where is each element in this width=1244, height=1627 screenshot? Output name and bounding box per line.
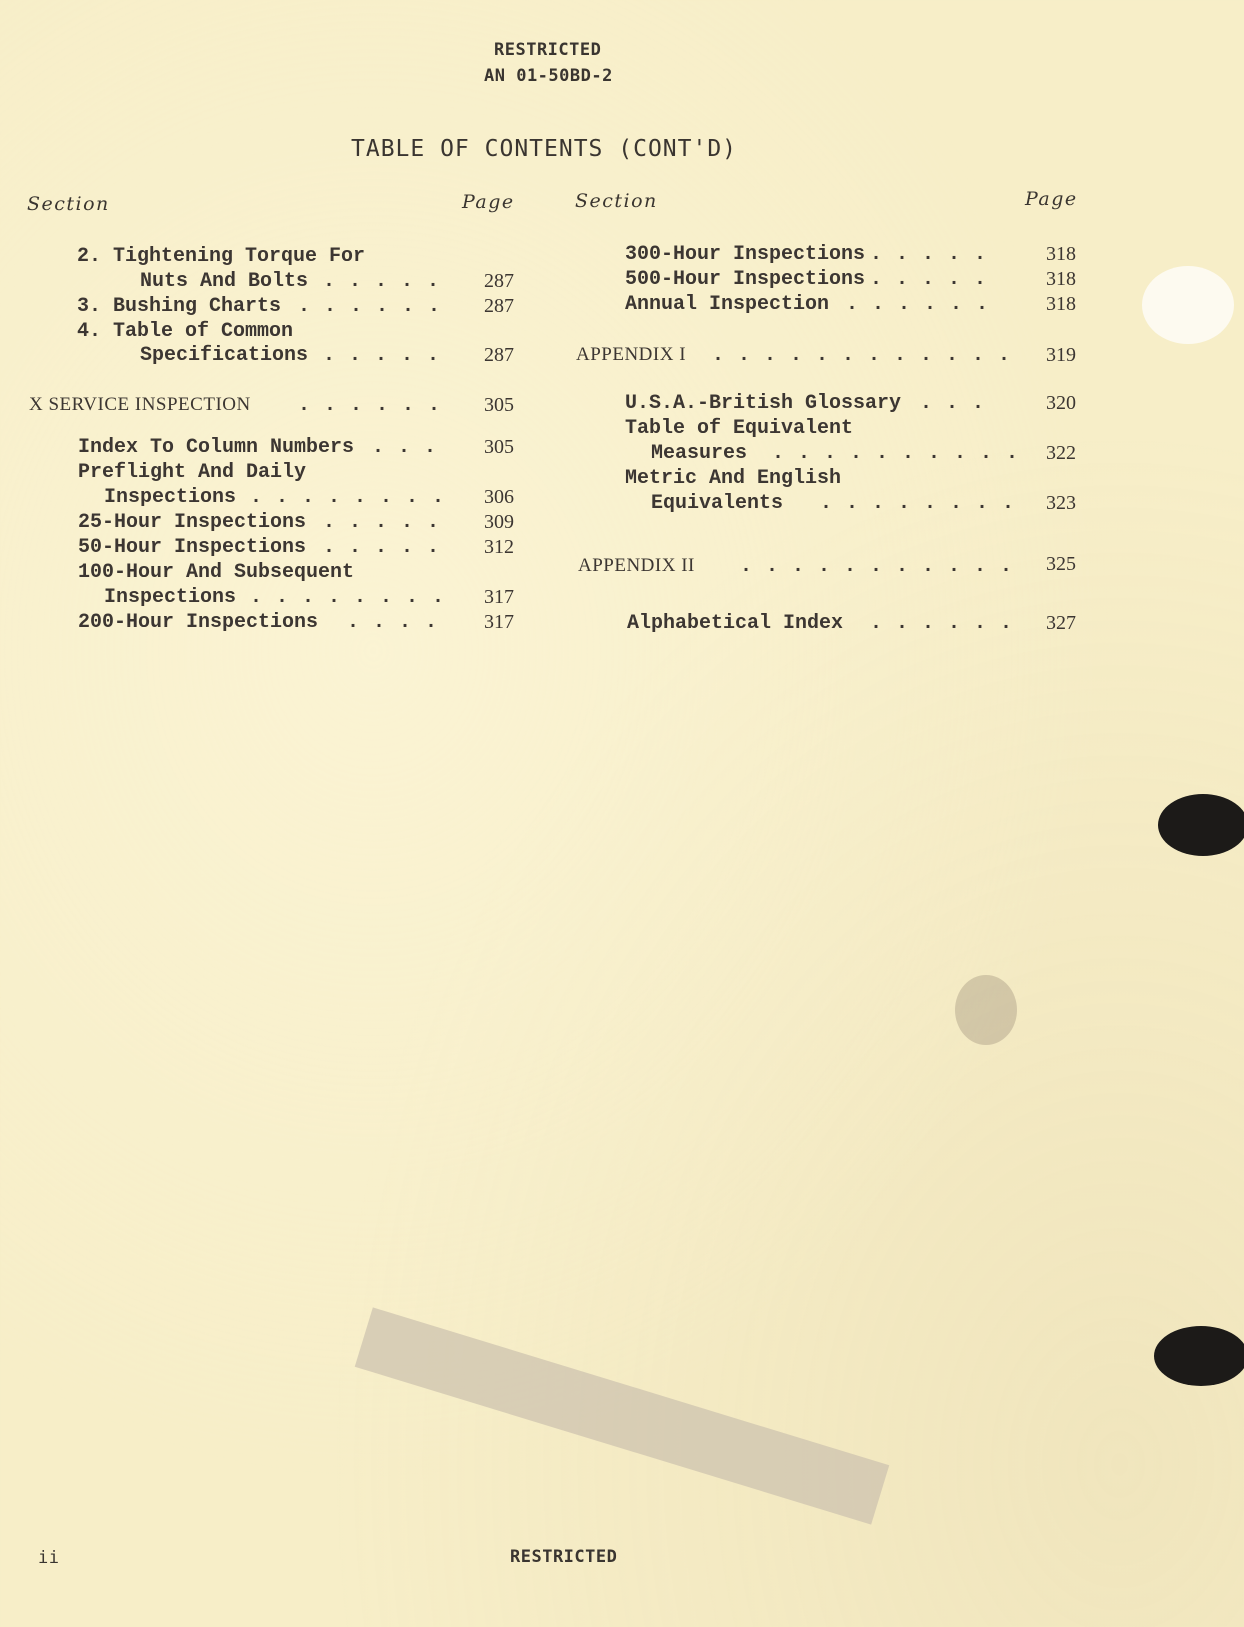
paper-reinforcement-patch (1142, 266, 1234, 344)
toc-entry-title: Index To Column Numbers (78, 436, 355, 459)
dot-leader: . . . . . . (870, 612, 1014, 635)
toc-entry-title: Specifications (140, 344, 309, 367)
toc-page-number: 312 (484, 536, 514, 558)
toc-entry-title: 4. Table of Common (77, 320, 294, 343)
footer-page-number: ii (38, 1548, 60, 1568)
toc-page-number: 327 (1046, 612, 1076, 634)
header-classification: RESTRICTED (494, 40, 602, 60)
toc-entry-title: U.S.A.-British Glossary (625, 392, 902, 415)
toc-page-number: 318 (1046, 243, 1076, 265)
toc-page-number: 317 (484, 611, 514, 633)
toc-entry-title: 2. Tightening Torque For (77, 245, 366, 268)
toc-section-title: APPENDIX II (578, 555, 695, 576)
dot-leader: . . . . . . . . (250, 586, 446, 609)
binder-hole-upper (1158, 794, 1244, 856)
toc-page-number: 322 (1046, 442, 1076, 464)
dot-leader: . . . . . . (298, 295, 442, 318)
toc-entry-title: Metric And English (625, 467, 842, 490)
toc-section-title: X SERVICE INSPECTION (29, 394, 251, 415)
toc-entry-title: Inspections (104, 486, 237, 509)
dot-leader: . . . . . . . . . . . . (712, 344, 1012, 367)
toc-entry-title: Measures (651, 442, 748, 465)
dot-leader: . . . . . . (298, 394, 442, 417)
binder-hole-lower (1154, 1326, 1244, 1386)
toc-entry-title: Inspections (104, 586, 237, 609)
toc-entry-title: 100-Hour And Subsequent (78, 561, 355, 584)
dot-leader: . . . . . . . . (820, 492, 1016, 515)
toc-page-number: 317 (484, 586, 514, 608)
toc-entry-title: Table of Equivalent (625, 417, 854, 440)
dot-leader: . . . . . (323, 536, 441, 559)
toc-entry-title: Nuts And Bolts (140, 270, 309, 293)
page-title: TABLE OF CONTENTS (CONT'D) (351, 136, 738, 162)
dot-leader: . . . . (347, 611, 439, 634)
dot-leader: . . . . . (323, 270, 441, 293)
dot-leader: . . . . . . . . (250, 486, 446, 509)
toc-section-title: APPENDIX I (576, 344, 687, 365)
toc-page-number: 305 (484, 436, 514, 458)
dot-leader: . . . . . (870, 243, 988, 266)
toc-entry-title: 200-Hour Inspections (78, 611, 319, 634)
dot-leader: . . . (920, 392, 986, 415)
tape-residue (355, 1307, 890, 1524)
dot-leader: . . . (372, 436, 438, 459)
stain-spot (955, 975, 1017, 1045)
toc-page-number: 309 (484, 511, 514, 533)
dot-leader: . . . . . (323, 344, 441, 367)
toc-entry-title: Equivalents (651, 492, 784, 515)
toc-entry-title: 25-Hour Inspections (78, 511, 307, 534)
right-page-heading: Page (1025, 188, 1078, 210)
toc-page-number: 325 (1046, 553, 1076, 575)
header-doc-number: AN 01-50BD-2 (484, 66, 613, 86)
dot-leader: . . . . . . . . . . . (740, 555, 1014, 578)
toc-page-number: 287 (484, 295, 514, 317)
footer-classification: RESTRICTED (510, 1547, 618, 1567)
toc-entry-title: 50-Hour Inspections (78, 536, 307, 559)
dot-leader: . . . . . (870, 268, 988, 291)
toc-page-number: 318 (1046, 268, 1076, 290)
toc-page-number: 318 (1046, 293, 1076, 315)
left-page-heading: Page (462, 191, 515, 213)
toc-page-number: 306 (484, 486, 514, 508)
toc-page-number: 323 (1046, 492, 1076, 514)
right-section-heading: Section (575, 190, 658, 212)
toc-page-number: 320 (1046, 392, 1076, 414)
toc-entry-title: 3. Bushing Charts (77, 295, 282, 318)
toc-entry-title: 300-Hour Inspections (625, 243, 866, 266)
left-section-heading: Section (27, 193, 110, 215)
toc-page-number: 287 (484, 344, 514, 366)
toc-page-number: 305 (484, 394, 514, 416)
dot-leader: . . . . . . (846, 293, 990, 316)
toc-page-number: 319 (1046, 344, 1076, 366)
dot-leader: . . . . . (323, 511, 441, 534)
toc-entry-title: Preflight And Daily (78, 461, 307, 484)
toc-page-number: 287 (484, 270, 514, 292)
dot-leader: . . . . . . . . . . (772, 442, 1020, 465)
toc-entry-title: 500-Hour Inspections (625, 268, 866, 291)
toc-entry-title: Annual Inspection (625, 293, 830, 316)
toc-entry-title: Alphabetical Index (627, 612, 844, 635)
